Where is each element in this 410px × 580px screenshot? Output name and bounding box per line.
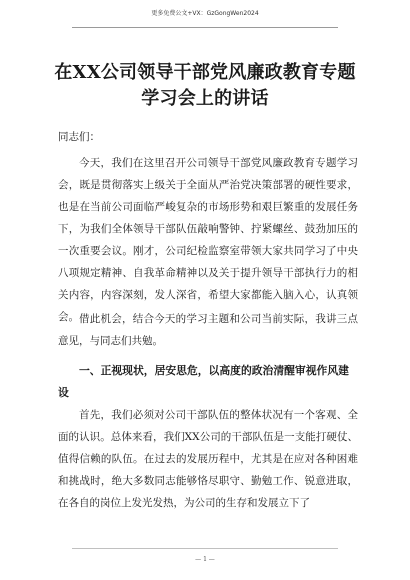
salutation: 同志们： — [58, 131, 100, 143]
body-paragraph: 今天，我们在这里召开公司领导干部党风廉政教育专题学习会，既是贯彻落实上级关于全面从严治党决策部署的硬性要求，也是在当前公司面临严峻复杂的市场形势和艰巨繁重的发展任务下，为我们全体领导干部队伍敲响警钟、拧紧螺丝、鼓劲加压的一次重要会议。刚才，公司纪检监察室带领大家共同学习了中央八项规定精神、自我革命精神以及关于提升领导干部执行力的相关内容，内容深刻，发人深省，希望大家都能入脑入心，认真领会。 — [58, 157, 358, 323]
header-note: 更多免费公文+VX：GzGongWen2024 — [151, 10, 259, 17]
document-title: 在XX公司领导干部党风廉政教育专题学习会上的讲话 — [54, 62, 356, 109]
header-divider — [72, 27, 338, 28]
body-paragraph: 首先，我们必须对公司干部队伍的整体状况有一个客观、全面的认识。总体来看，我们XX公司的干部队伍是一支能打硬仗、值得信赖的队伍。在过去的发展历程中，尤其是在应对各种困难和挑战时，绝大多数同志能够恪尽职守、勤勉工作、锐意进取，在各自的岗位上发光发热，为公司的生存和发展立下了 — [58, 409, 358, 509]
section-heading: 一、正视现状，居安思危，以高度的政治清醒审视作风建设 — [58, 364, 349, 399]
footer-divider — [72, 548, 338, 549]
page-number: — 1 — — [195, 556, 215, 563]
body-paragraph: 借此机会，结合今天的学习主题和公司当前实际，我讲三点意见，与同志们共勉。 — [58, 313, 358, 347]
